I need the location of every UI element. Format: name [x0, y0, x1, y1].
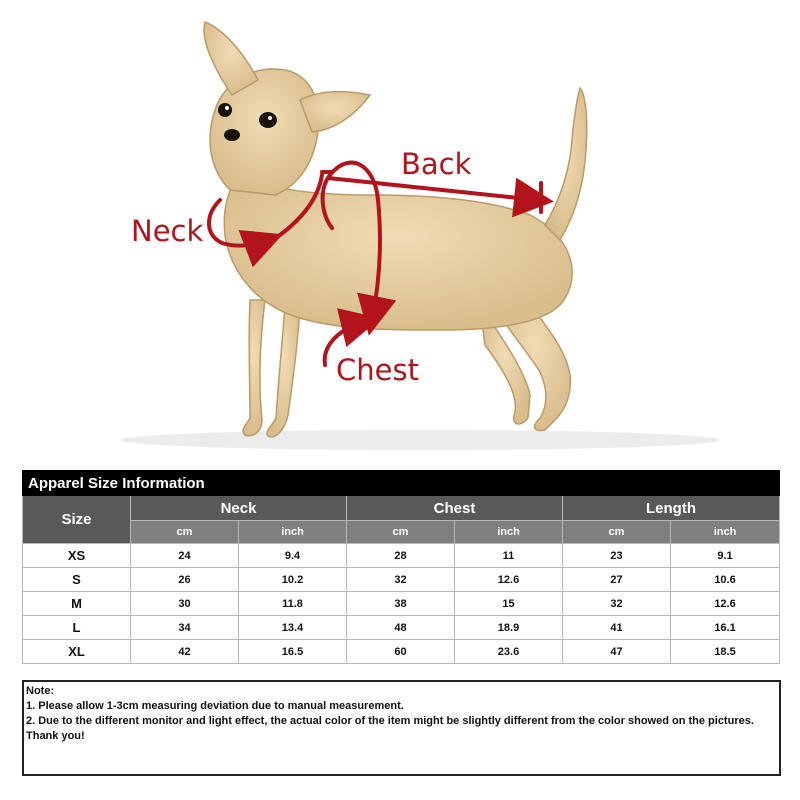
size-table: [22, 470, 780, 664]
unit-header: inch: [671, 521, 780, 544]
value-cell: 15: [455, 592, 563, 616]
value-cell: 12.6: [671, 592, 780, 616]
value-cell: 10.2: [239, 568, 347, 592]
table-row: [23, 592, 780, 616]
unit-header: inch: [239, 521, 347, 544]
table-title: Apparel Size Information: [23, 471, 780, 496]
note-line: 2. Due to the different monitor and light effect, the actual color of the item might be slightly different from the color showed on the pictures. Thank you!: [26, 715, 754, 742]
size-cell: S: [23, 568, 131, 592]
value-cell: 18.5: [671, 640, 780, 664]
unit-header: cm: [131, 521, 239, 544]
value-cell: 12.6: [455, 568, 563, 592]
value-cell: 34: [131, 616, 239, 640]
value-cell: 16.5: [239, 640, 347, 664]
ground-shadow: [120, 430, 720, 450]
unit-header: cm: [347, 521, 455, 544]
value-cell: 28: [347, 544, 455, 568]
value-cell: 11.8: [239, 592, 347, 616]
length-header: Length: [563, 496, 780, 521]
size-cell: XL: [23, 640, 131, 664]
note-heading: Note:: [26, 685, 55, 697]
note-line: 1. Please allow 1-3cm measuring deviation due to manual measurement.: [26, 700, 404, 712]
size-cell: M: [23, 592, 131, 616]
value-cell: 16.1: [671, 616, 780, 640]
value-cell: 9.4: [239, 544, 347, 568]
table-row: [23, 568, 780, 592]
unit-header: inch: [455, 521, 563, 544]
value-cell: 23.6: [455, 640, 563, 664]
value-cell: 24: [131, 544, 239, 568]
value-cell: 18.9: [455, 616, 563, 640]
size-header: Size: [23, 496, 131, 544]
value-cell: 32: [563, 592, 671, 616]
value-cell: 13.4: [239, 616, 347, 640]
value-cell: 60: [347, 640, 455, 664]
size-cell: XS: [23, 544, 131, 568]
value-cell: 38: [347, 592, 455, 616]
value-cell: 30: [131, 592, 239, 616]
value-cell: 27: [563, 568, 671, 592]
value-cell: 47: [563, 640, 671, 664]
table-row: [23, 640, 780, 664]
neck-label: Neck: [131, 214, 204, 248]
unit-header: cm: [563, 521, 671, 544]
value-cell: 41: [563, 616, 671, 640]
value-cell: 9.1: [671, 544, 780, 568]
value-cell: 26: [131, 568, 239, 592]
value-cell: 48: [347, 616, 455, 640]
value-cell: 23: [563, 544, 671, 568]
note-box: [22, 680, 781, 776]
size-cell: L: [23, 616, 131, 640]
chest-label: Chest: [336, 353, 419, 387]
value-cell: 42: [131, 640, 239, 664]
neck-header: Neck: [131, 496, 347, 521]
back-label: Back: [401, 147, 472, 181]
table-row: [23, 616, 780, 640]
table-row: [23, 544, 780, 568]
value-cell: 11: [455, 544, 563, 568]
value-cell: 10.6: [671, 568, 780, 592]
value-cell: 32: [347, 568, 455, 592]
chest-header: Chest: [347, 496, 563, 521]
